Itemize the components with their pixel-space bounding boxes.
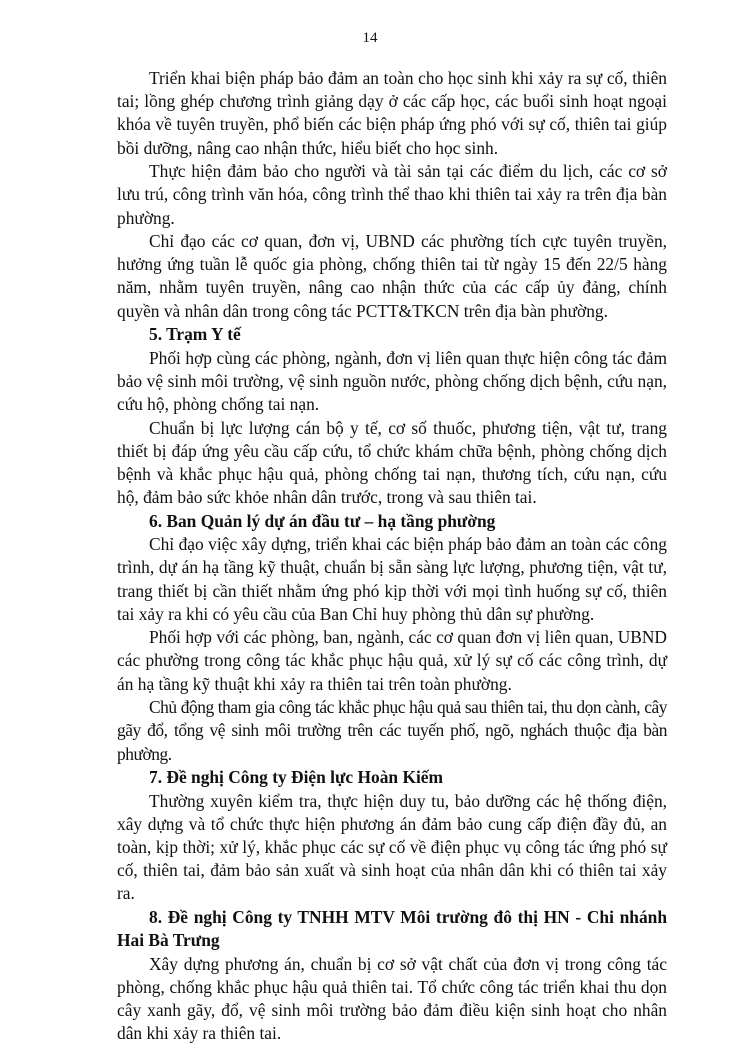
- paragraph: Chuẩn bị lực lượng cán bộ y tế, cơ số thuốc, phương tiện, vật tư, trang thiết bị đáp ứng yêu cầu cấp cứu, tổ chức khám chữa bệnh, phòng chống dịch bệnh và khắc phục hậu quả, phòng chống tai nạn, thương tích, cứu nạn, cứu hộ, đảm bảo sức khỏe nhân dân trước, trong và sau thiên tai.: [117, 417, 667, 508]
- paragraph: Phối hợp cùng các phòng, ngành, đơn vị liên quan thực hiện công tác đảm bảo vệ sinh môi trường, vệ sinh nguồn nước, phòng chống dịch bệnh, cứu nạn, cứu hộ, phòng chống tai nạn.: [117, 347, 667, 415]
- paragraph: Chỉ đạo các cơ quan, đơn vị, UBND các phường tích cực tuyên truyền, hưởng ứng tuần lễ quốc gia phòng, chống thiên tai từ ngày 15 đến 22/5 hàng năm, nhằm tuyên truyền, nâng cao nhận thức của các cấp ủy đảng, chính quyền và nhân dân trong công tác PCTT&TKCN trên địa bàn phường.: [117, 231, 667, 321]
- page-number: 14: [362, 30, 378, 46]
- paragraph: Phối hợp với các phòng, ban, ngành, các cơ quan đơn vị liên quan, UBND các phường trong công tác khắc phục hậu quả, xử lý sự cố các công trình, dự án hạ tầng kỹ thuật khi xảy ra thiên tai trên toàn phường.: [117, 627, 667, 694]
- paragraph: Chỉ đạo việc xây dựng, triển khai các biện pháp bảo đảm an toàn các công trình, dự án hạ tầng kỹ thuật, chuẩn bị sẵn sàng lực lượng, phương tiện, vật tư, trang thiết bị cần thiết nhằm ứng phó kịp thời với mọi tình huống sự cố, thiên tai xảy ra khi có yêu cầu của Ban Chỉ huy phòng thủ dân sự phường.: [117, 534, 667, 624]
- section-heading: 7. Đề nghị Công ty Điện lực Hoàn Kiếm: [149, 767, 444, 788]
- paragraph: Xây dựng phương án, chuẩn bị cơ sở vật chất của đơn vị trong công tác phòng, chống khắc phục hậu quả thiên tai. Tổ chức công tác triển khai thu dọn cây xanh gãy, đổ, vệ sinh môi trường bảo đảm điều kiện sinh hoạt cho nhân dân khi xảy ra thiên tai.: [117, 953, 667, 1044]
- paragraph: Thực hiện đảm bảo cho người và tài sản tại các điểm du lịch, các cơ sở lưu trú, công trình văn hóa, công trình thể thao khi thiên tai xảy ra trên địa bàn phường.: [117, 161, 667, 228]
- paragraph: Thường xuyên kiểm tra, thực hiện duy tu, bảo dưỡng các hệ thống điện, xây dựng và tổ chức thực hiện phương án đảm bảo cung cấp điện đầy đủ, an toàn, kịp thời; xử lý, khắc phục các sự cố về điện phục vụ công tác ứng phó sự cố, thiên tai, đảm bảo sản xuất và sinh hoạt của nhân dân khi có thiên tai xảy ra.: [117, 790, 667, 904]
- section-heading: 6. Ban Quản lý dự án đầu tư – hạ tầng phường: [149, 510, 496, 531]
- document-body: [117, 67, 667, 1046]
- section-heading: 8. Đề nghị Công ty TNHH MTV Môi trường đô thị HN - Chi nhánh Hai Bà Trưng: [117, 906, 667, 951]
- paragraph: Chủ động tham gia công tác khắc phục hậu quả sau thiên tai, thu dọn cành, cây gãy đổ, tổng vệ sinh môi trường trên các tuyến phố, ngõ, nghách thuộc địa bàn phường.: [117, 697, 667, 764]
- section-heading: 5. Trạm Y tế: [149, 324, 241, 345]
- paragraph: Triển khai biện pháp bảo đảm an toàn cho học sinh khi xảy ra sự cố, thiên tai; lồng ghép chương trình giảng dạy ở các cấp học, các buổi sinh hoạt ngoại khóa về tuyên truyền, phổ biến các biện pháp ứng phó với sự cố, thiên tai giúp bồi dưỡng, nâng cao nhận thức, hiểu biết cho học sinh.: [117, 68, 667, 158]
